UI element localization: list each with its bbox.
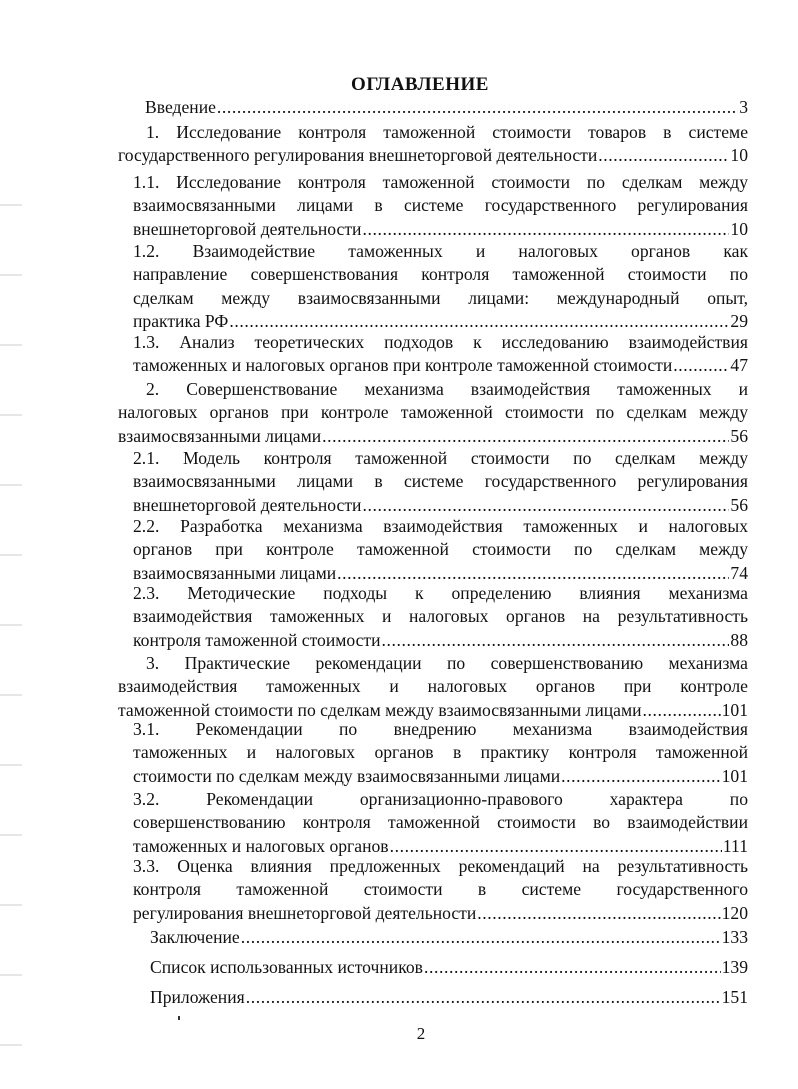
toc-line: направление совершенствования контроля таможенной стоимости по — [133, 264, 748, 285]
dot-leader — [217, 96, 738, 119]
toc-page-number: 47 — [730, 355, 748, 376]
toc-line: таможенных и налоговых органов при контроле таможенной стоимости ..... 47 — [133, 354, 748, 377]
toc-line: контроля таможенной стоимости ..... 88 — [133, 629, 748, 652]
toc-entry-appendices[interactable] — [150, 986, 748, 1009]
dot-leader — [598, 144, 729, 167]
toc-entry-section-1-1[interactable] — [133, 171, 748, 241]
toc-entry-introduction[interactable] — [145, 96, 748, 119]
toc-line: 1.1. Исследование контроля таможенной стоимости по сделкам между — [133, 172, 748, 192]
toc-page-number: 139 — [721, 957, 748, 977]
dot-leader — [477, 902, 720, 925]
toc-page-number: 10 — [730, 218, 748, 239]
toc-page-number: 101 — [721, 765, 748, 786]
toc-line: взаимосвязанными лицами ..... 74 — [133, 562, 748, 585]
toc-line: взаимосвязанными лицами ..... 56 — [118, 425, 748, 448]
toc-line: Приложения ..... 151 — [150, 986, 748, 1009]
toc-line: взаимодействия таможенных и налоговых органов на результативность — [133, 606, 748, 627]
toc-page-number: 3 — [739, 97, 748, 117]
toc-line: налоговых органов при контроле таможенной стоимости по сделкам между — [118, 402, 748, 423]
toc-entry-chapter-3[interactable] — [118, 652, 748, 722]
toc-entry-section-1-3[interactable] — [133, 331, 748, 378]
toc-page-number: 56 — [730, 425, 748, 446]
toc-line: практика РФ ..... 29 — [133, 310, 748, 333]
toc-line: органов при контроле таможенной стоимости по сделкам между — [133, 539, 748, 560]
toc-page-number: 133 — [721, 927, 748, 947]
toc-entry-chapter-1[interactable] — [118, 121, 748, 168]
toc-line: взаимосвязанными лицами в системе государственного регулирования — [133, 471, 748, 492]
toc-entry-section-3-2[interactable] — [133, 788, 748, 858]
toc-line: внешнеторговой деятельности ..... 56 — [133, 494, 748, 517]
dot-leader — [362, 218, 729, 241]
toc-page-number: 120 — [721, 902, 748, 923]
toc-line: Список использованных источников ..... 139 — [150, 956, 748, 979]
toc-page-number: 74 — [730, 562, 748, 583]
toc-line: Заключение ..... 133 — [150, 926, 748, 949]
toc-line: 1.2. Взаимодействие таможенных и налоговых органов как — [133, 241, 748, 261]
dot-leader — [382, 629, 730, 652]
toc-entry-section-1-2[interactable] — [133, 240, 748, 334]
scan-edge-noise — [0, 170, 22, 1070]
toc-line: таможенных и налоговых органов ..... 111 — [133, 835, 748, 858]
toc-line: совершенствованию контроля таможенной стоимости во взаимодействии — [133, 812, 748, 833]
toc-page-number: 56 — [730, 494, 748, 515]
toc-line: таможенной стоимости по сделкам между взаимосвязанными лицами ..... 101 — [118, 699, 748, 722]
toc-entry-section-2-3[interactable] — [133, 582, 748, 652]
dot-leader — [246, 986, 721, 1009]
toc-page-number: 10 — [730, 145, 748, 166]
toc-line: внешнеторговой деятельности ..... 10 — [133, 218, 748, 241]
toc-page-number: 111 — [722, 835, 748, 856]
dot-leader — [322, 425, 729, 448]
toc-line: 3. Практические рекомендации по совершенствованию механизма — [146, 653, 748, 673]
dot-leader — [561, 765, 720, 788]
toc-entry-section-3-1[interactable] — [133, 718, 748, 788]
toc-line: 1. Исследование контроля таможенной стоимости товаров в системе — [146, 122, 748, 142]
toc-line: 2.1. Модель контроля таможенной стоимости по сделкам между — [133, 448, 748, 468]
toc-line: контроля таможенной стоимости в системе государственного — [133, 879, 748, 900]
toc-line: 2.3. Методические подходы к определению влияния механизма — [133, 583, 748, 603]
scan-speck — [178, 1016, 180, 1020]
toc-line: регулирования внешнеторговой деятельности ..... 120 — [133, 902, 748, 925]
toc-line: Введение ..... 3 — [145, 96, 748, 119]
toc-line: взаимосвязанными лицами в системе государственного регулирования — [133, 195, 748, 216]
toc-line: 2.2. Разработка механизма взаимодействия таможенных и налоговых — [133, 516, 748, 536]
page-number: 2 — [416, 1024, 426, 1043]
toc-entry-chapter-2[interactable] — [118, 378, 748, 448]
toc-line: государственного регулирования внешнеторговой деятельности ..... 10 — [118, 144, 748, 167]
toc-line: взаимодействия таможенных и налоговых органов при контроле — [118, 676, 748, 697]
dot-leader — [241, 926, 721, 949]
toc-entry-references[interactable] — [150, 956, 748, 979]
toc-line: сделкам между взаимосвязанными лицами: международный опыт, — [133, 287, 748, 308]
toc-line: 3.3. Оценка влияния предложенных рекомендаций на результативность — [133, 856, 748, 876]
toc-page-number: 151 — [721, 987, 748, 1007]
toc-entry-section-3-3[interactable] — [133, 855, 748, 925]
toc-page-number: 29 — [730, 311, 748, 332]
toc-line: таможенных и налоговых органов в практику контроля таможенной — [133, 742, 748, 763]
toc-entry-conclusion[interactable] — [150, 926, 748, 949]
toc-entry-section-2-1[interactable] — [133, 447, 748, 517]
toc-entry-section-2-2[interactable] — [133, 515, 748, 585]
toc-line: 1.3. Анализ теоретических подходов к исследованию взаимодействия — [133, 332, 748, 352]
toc-title: ОГЛАВЛЕНИЕ — [351, 74, 489, 95]
dot-leader — [673, 354, 729, 377]
dot-leader — [424, 956, 721, 979]
toc-page-number: 101 — [721, 699, 748, 720]
toc-line: 3.2. Рекомендации организационно-правового характера по — [133, 789, 748, 809]
toc-line: 2. Совершенствование механизма взаимодействия таможенных и — [146, 379, 748, 399]
toc-line: 3.1. Рекомендации по внедрению механизма взаимодействия — [133, 719, 748, 739]
toc-line: стоимости по сделкам между взаимосвязанными лицами ..... 101 — [133, 765, 748, 788]
dot-leader — [362, 494, 729, 517]
toc-page-number: 88 — [730, 629, 748, 650]
